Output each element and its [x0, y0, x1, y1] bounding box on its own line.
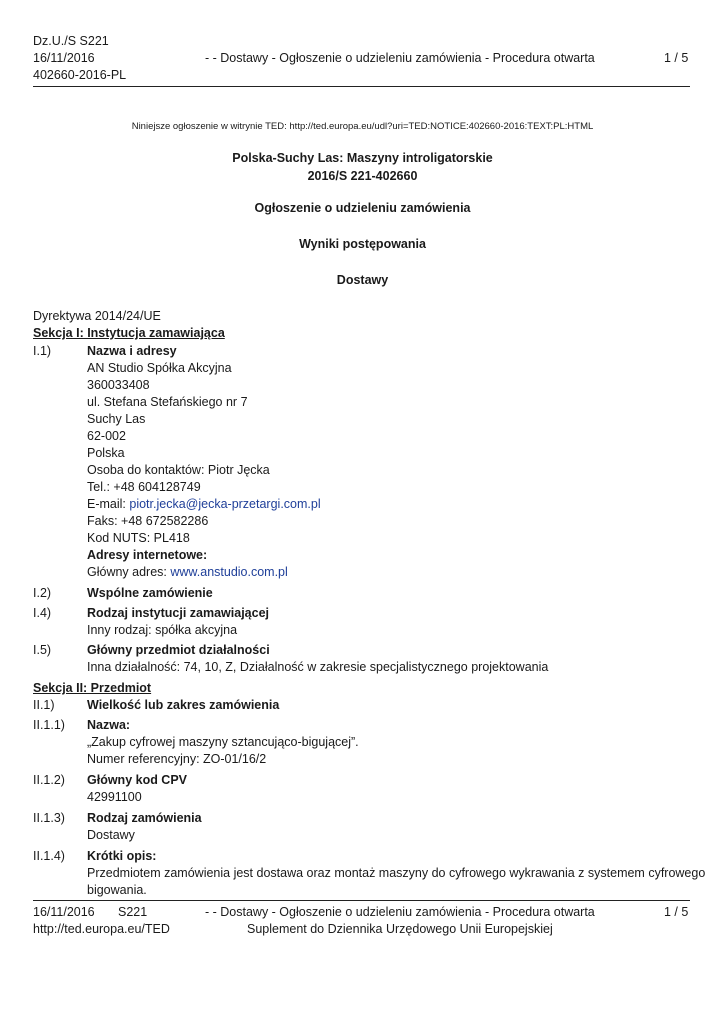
main-reference: 2016/S 221-402660	[307, 169, 418, 183]
footer-title: - - Dostawy - Ogłoszenie o udzieleniu zamówienia - Procedura otwarta	[205, 905, 595, 919]
email-label: E-mail:	[87, 497, 130, 511]
web-addresses-heading: Adresy internetowe:	[87, 548, 208, 562]
main-title: Polska-Suchy Las: Maszyny introligatorskie	[232, 151, 493, 165]
contact-person: Osoba do kontaktów: Piotr Jęcka	[87, 463, 270, 477]
footer-page: 1 / 5	[664, 905, 689, 919]
item-number: I.5)	[33, 643, 52, 657]
contract-type-title: Rodzaj zamówienia	[87, 811, 202, 825]
section-2-heading: Sekcja II: Przedmiot	[33, 681, 152, 695]
short-description-line-1: Przedmiotem zamówienia jest dostawa oraz montaż maszyny do cyfrowego wykrawania z systemem cyfrowego	[87, 866, 706, 880]
website-link[interactable]: www.anstudio.com.pl	[170, 565, 288, 579]
footer-date: 16/11/2016	[33, 905, 95, 919]
short-description-title: Krótki opis:	[87, 849, 157, 863]
nuts-code: Kod NUTS: PL418	[87, 531, 190, 545]
footer-series: S221	[118, 905, 148, 919]
street-address: ul. Stefana Stefańskiego nr 7	[87, 395, 248, 409]
main-address-line	[87, 565, 288, 579]
notice-type: Ogłoszenie o udzieleniu zamówienia	[254, 201, 471, 215]
name-title: Nazwa:	[87, 718, 131, 732]
names-addresses-title: Nazwa i adresy	[87, 344, 177, 358]
contract-name: „Zakup cyfrowej maszyny sztancująco-bigującej”.	[87, 735, 359, 749]
contract-type-heading: Dostawy	[336, 273, 389, 287]
item-number: I.2)	[33, 586, 52, 600]
item-number: II.1.4)	[33, 849, 65, 863]
item-number: II.1)	[33, 698, 55, 712]
cpv-code: 42991100	[87, 790, 142, 804]
section-1-heading: Sekcja I: Instytucja zamawiająca	[33, 326, 225, 340]
footer-supplement: Suplement do Dziennika Urzędowego Unii Europejskiej	[247, 922, 553, 936]
telephone: Tel.: +48 604128749	[87, 480, 201, 494]
item-number: II.1.1)	[33, 718, 65, 732]
header-doc-id: 402660-2016-PL	[33, 68, 127, 82]
ted-notice-link[interactable]: Niniejsze ogłoszenie w witrynie TED: http://ted.europa.eu/udl?uri=TED:NOTICE:402660-2016:TEXT:PL:HTML	[131, 121, 594, 132]
main-activity-value: Inna działalność: 74, 10, Z, Działalność w zakresie specjalistycznego projektowania	[87, 660, 549, 674]
directive: Dyrektywa 2014/24/UE	[33, 309, 161, 323]
city: Suchy Las	[87, 412, 146, 426]
footer-url[interactable]: http://ted.europa.eu/TED	[33, 922, 170, 936]
main-address-label: Główny adres:	[87, 565, 171, 579]
organization-name: AN Studio Spółka Akcyjna	[87, 361, 232, 375]
item-number: II.1.2)	[33, 773, 65, 787]
email-line	[87, 497, 321, 511]
header-date: 16/11/2016	[33, 51, 95, 65]
header-journal-ref: Dz.U./S S221	[33, 34, 109, 48]
authority-type-value: Inny rodzaj: spółka akcyjna	[87, 623, 238, 637]
authority-type-title: Rodzaj instytucji zamawiającej	[87, 606, 270, 620]
postcode: 62-002	[87, 429, 126, 443]
header-title: - - Dostawy - Ogłoszenie o udzieleniu zamówienia - Procedura otwarta	[205, 51, 595, 65]
email-link[interactable]: piotr.jecka@jecka-przetargi.com.pl	[129, 497, 321, 511]
item-number: I.4)	[33, 606, 52, 620]
footer-divider	[33, 900, 690, 901]
reference-number: Numer referencyjny: ZO-01/16/2	[87, 752, 267, 766]
header-page: 1 / 5	[664, 51, 689, 65]
country: Polska	[87, 446, 125, 460]
main-activity-title: Główny przedmiot działalności	[87, 643, 270, 657]
results-heading: Wyniki postępowania	[299, 237, 426, 251]
header-divider	[33, 86, 690, 87]
cpv-title: Główny kod CPV	[87, 773, 188, 787]
short-description-line-2: bigowania.	[87, 883, 147, 897]
item-number: II.1.3)	[33, 811, 65, 825]
fax: Faks: +48 672582286	[87, 514, 209, 528]
item-number: I.1)	[33, 344, 52, 358]
scope-title: Wielkość lub zakres zamówienia	[87, 698, 280, 712]
joint-procurement-title: Wspólne zamówienie	[87, 586, 213, 600]
contract-type-value: Dostawy	[87, 828, 135, 842]
organization-id: 360033408	[87, 378, 150, 392]
